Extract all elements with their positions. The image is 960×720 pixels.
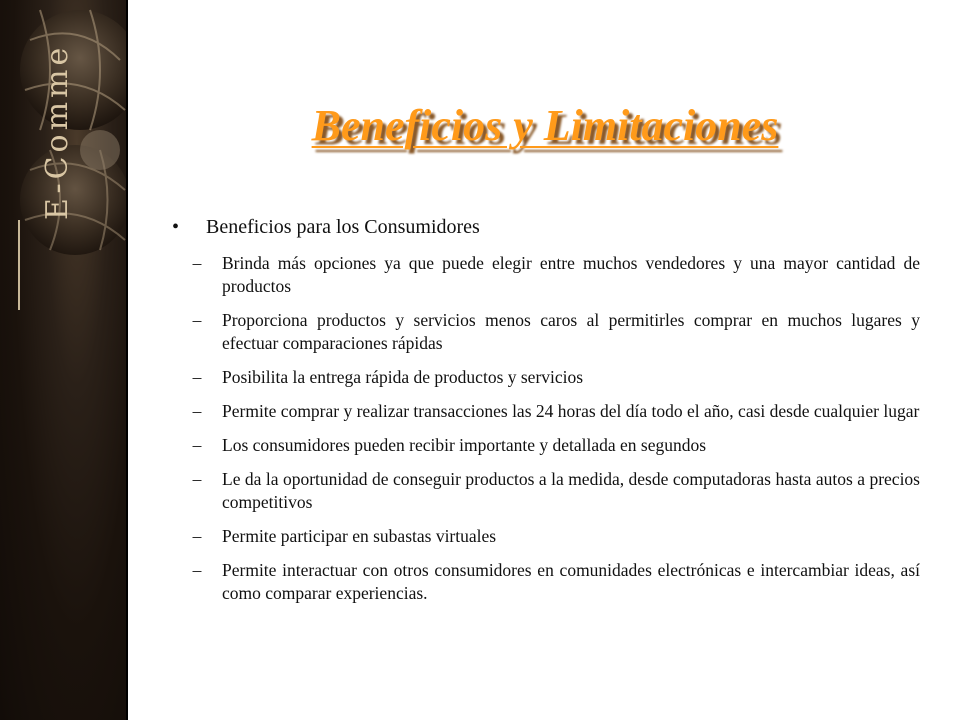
sub-item-text: Los consumidores pueden recibir importante y detallada en segundos — [222, 435, 707, 455]
sub-item-text: Permite interactuar con otros consumidores en comunidades electrónicas e intercambiar ideas, así como comparar experiencias. — [222, 560, 920, 603]
sub-item — [172, 400, 920, 423]
sub-item — [172, 309, 920, 355]
brand-text: E-Comme — [40, 43, 75, 220]
sub-item — [172, 252, 920, 298]
sub-item — [172, 366, 920, 389]
sub-item-text: Permite participar en subastas virtuales — [222, 526, 497, 546]
sub-item — [172, 525, 920, 548]
sidebar-border — [126, 0, 128, 720]
dash-marker: – — [192, 435, 202, 455]
bullet-label: Beneficios para los Consumidores — [206, 216, 480, 238]
dash-marker: – — [192, 367, 202, 387]
sub-item-list — [172, 252, 920, 605]
bullet-symbol: • — [172, 216, 180, 238]
sub-item-text: Posibilita la entrega rápida de productos y servicios — [222, 367, 584, 387]
dash-marker: – — [192, 253, 202, 273]
sub-item — [172, 468, 920, 514]
dash-marker: – — [192, 310, 202, 330]
bullet-item — [172, 214, 920, 240]
vertical-brand-text — [10, 0, 75, 260]
sub-item-text: Proporciona productos y servicios menos caros al permitirles comprar en muchos lugares y efectuar comparaciones rápidas — [222, 310, 920, 353]
dash-marker: – — [192, 469, 202, 489]
sub-item-text: Permite comprar y realizar transacciones las 24 horas del día todo el año, casi desde cualquier lugar — [222, 401, 920, 421]
sub-item — [172, 559, 920, 605]
dash-marker: – — [192, 526, 202, 546]
slide-title: Beneficios y Limitaciones — [311, 101, 779, 150]
sub-item — [172, 434, 920, 457]
dash-marker: – — [192, 560, 202, 580]
dash-marker: – — [192, 401, 202, 421]
sub-item-text: Le da la oportunidad de conseguir productos a la medida, desde computadoras hasta autos a precios competitivos — [222, 469, 920, 512]
sidebar-divider-line — [18, 220, 20, 310]
decorative-sidebar — [0, 0, 128, 720]
sub-item-text: Brinda más opciones ya que puede elegir entre muchos vendedores y una mayor cantidad de productos — [222, 253, 920, 296]
slide-content — [172, 214, 920, 616]
